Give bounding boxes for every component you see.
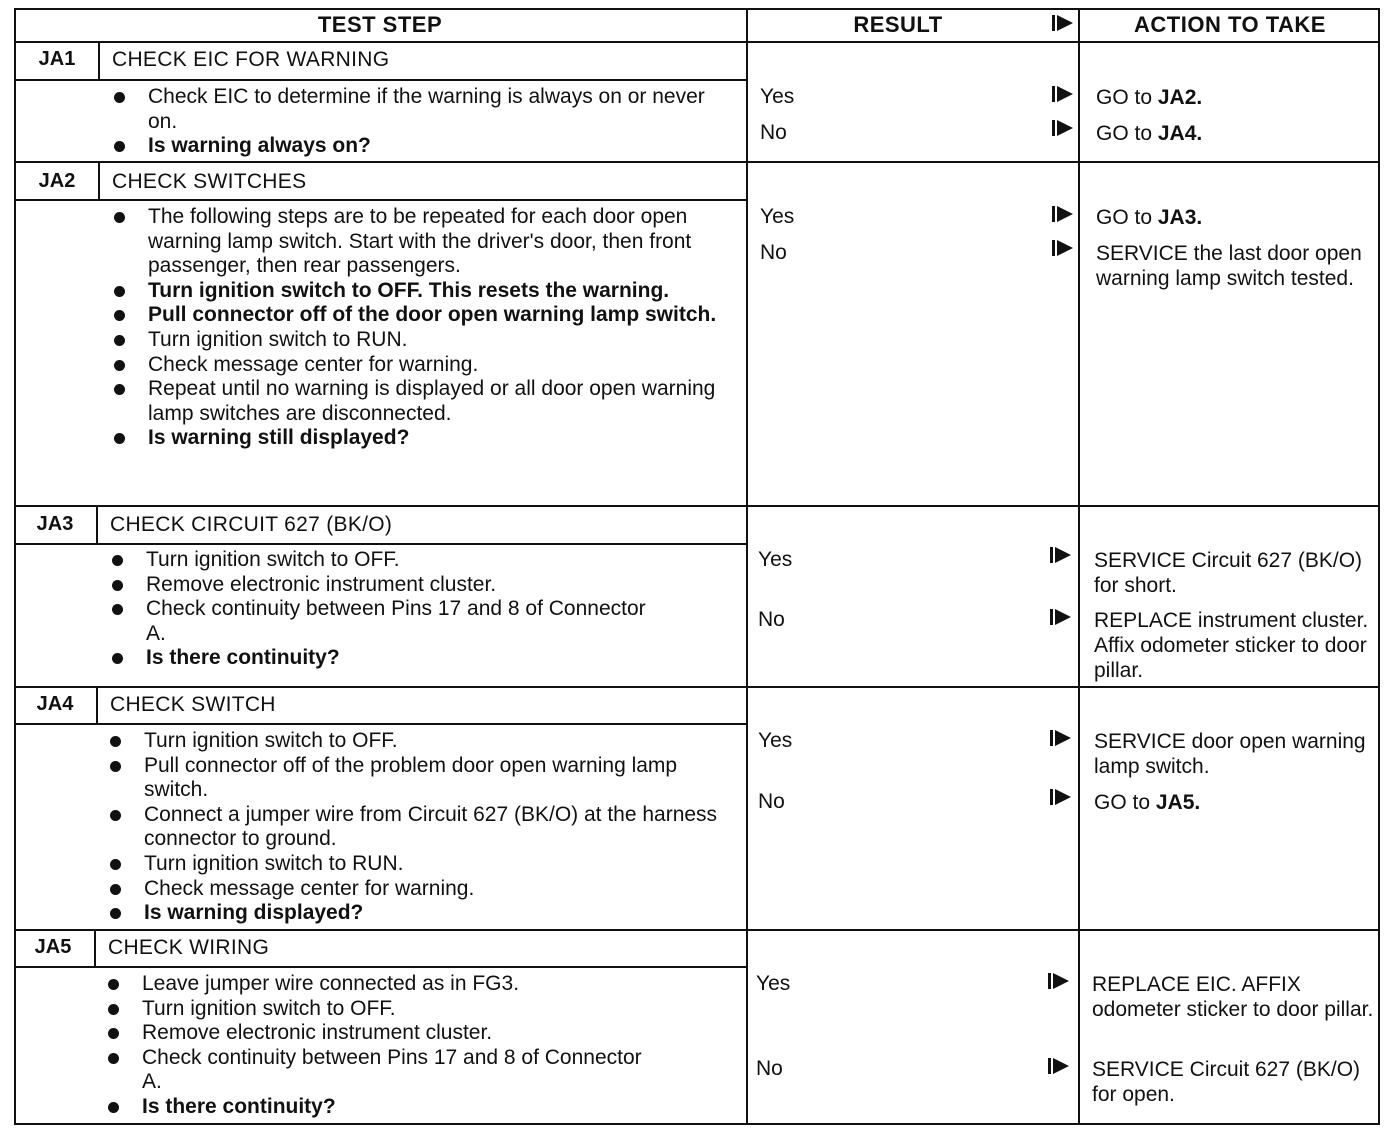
instruction-question: Is warning displayed? — [106, 901, 726, 926]
result-yes: Yes — [758, 548, 793, 571]
action-step-link: JA4. — [1157, 122, 1203, 145]
step-title: CHECK SWITCH — [110, 693, 276, 716]
instruction-question: Is warning always on? — [110, 134, 710, 159]
action-prefix: SERVICE door open warning lamp switch. — [1094, 730, 1366, 778]
instruction-item: Pull connector off of the door open warning lamp switch. — [110, 303, 720, 328]
instruction-item: Turn ignition switch to RUN. — [106, 852, 726, 877]
step-id: JA3 — [36, 513, 74, 535]
action-step-link: JA3. — [1157, 206, 1203, 229]
arrow-icon — [1050, 546, 1072, 564]
id-divider — [96, 686, 98, 723]
action-text — [1092, 972, 1377, 1022]
action-prefix: GO to — [1096, 86, 1158, 109]
step-title: CHECK WIRING — [108, 936, 270, 959]
action-step-link: JA2. — [1157, 86, 1203, 109]
action-text — [1094, 729, 1379, 779]
result-no: No — [760, 121, 787, 144]
instruction-item: Connect a jumper wire from Circuit 627 (BK/O) at the harness connector to ground. — [106, 803, 726, 852]
instruction-item: Turn ignition switch to OFF. — [108, 548, 668, 573]
result-yes: Yes — [756, 972, 791, 995]
action-text — [1096, 85, 1381, 110]
result-yes: Yes — [760, 205, 795, 228]
action-prefix: GO to — [1096, 122, 1158, 145]
arrow-icon — [1052, 239, 1074, 257]
column-divider-action — [1078, 8, 1080, 1125]
action-prefix: SERVICE Circuit 627 (BK/O) for open. — [1092, 1058, 1361, 1106]
step-instructions — [104, 972, 664, 1120]
instruction-item: The following steps are to be repeated for each door open warning lamp switch. Start with the driver's door, then front passenger, then rear passengers. — [110, 205, 720, 279]
column-divider-result — [746, 8, 748, 1125]
action-prefix: REPLACE EIC. AFFIX odometer sticker to door pillar. — [1092, 973, 1374, 1021]
header-arrow-icon — [1052, 14, 1074, 32]
result-yes: Yes — [760, 85, 795, 108]
step-instructions — [110, 205, 720, 451]
instruction-question: Is there continuity? — [108, 646, 668, 671]
instruction-item: Check continuity between Pins 17 and 8 of Connector A. — [108, 597, 668, 646]
arrow-icon — [1048, 1057, 1070, 1075]
action-text — [1096, 121, 1381, 146]
step-instructions — [108, 548, 668, 671]
step-id: JA5 — [34, 936, 72, 958]
step-separator — [14, 161, 1380, 163]
id-divider — [96, 505, 98, 543]
arrow-icon — [1052, 85, 1074, 103]
header-rule — [14, 41, 1380, 43]
action-text — [1094, 790, 1379, 815]
result-no: No — [760, 241, 787, 264]
instruction-item: Check message center for warning. — [106, 877, 726, 902]
instruction-item: Remove electronic instrument cluster. — [104, 1021, 664, 1046]
id-divider — [98, 41, 100, 79]
instruction-item: Turn ignition switch to OFF. This resets the warning. — [110, 279, 720, 304]
instruction-question: Is there continuity? — [104, 1095, 664, 1120]
instruction-item: Turn ignition switch to OFF. — [104, 997, 664, 1022]
step-instructions — [106, 729, 726, 926]
arrow-icon — [1050, 788, 1072, 806]
instruction-item: Check continuity between Pins 17 and 8 of Connector A. — [104, 1046, 664, 1095]
arrow-icon — [1050, 729, 1072, 747]
result-no: No — [758, 790, 785, 813]
step-title: CHECK SWITCHES — [112, 170, 307, 193]
step-title: CHECK CIRCUIT 627 (BK/O) — [110, 513, 393, 536]
title-rule — [14, 199, 747, 201]
action-text — [1096, 205, 1381, 230]
result-no: No — [758, 608, 785, 631]
action-prefix: GO to — [1094, 791, 1156, 814]
result-no: No — [756, 1057, 783, 1080]
instruction-item: Remove electronic instrument cluster. — [108, 573, 668, 598]
instruction-item: Turn ignition switch to RUN. — [110, 328, 720, 353]
action-prefix: SERVICE Circuit 627 (BK/O) for short. — [1094, 549, 1363, 597]
arrow-icon — [1052, 205, 1074, 223]
step-separator — [14, 686, 1380, 688]
instruction-item: Check message center for warning. — [110, 353, 720, 378]
header-test-step: TEST STEP — [317, 12, 443, 37]
instruction-item: Leave jumper wire connected as in FG3. — [104, 972, 664, 997]
header-result: RESULT — [853, 12, 943, 37]
step-id: JA2 — [38, 170, 76, 192]
instruction-item: Turn ignition switch to OFF. — [106, 729, 726, 754]
action-text — [1092, 1057, 1377, 1107]
title-rule — [14, 723, 747, 725]
arrow-icon — [1052, 119, 1074, 137]
step-separator — [14, 505, 1380, 507]
action-prefix: SERVICE the last door open warning lamp switch tested. — [1096, 242, 1362, 290]
instruction-item: Repeat until no warning is displayed or all door open warning lamp switches are disconnected. — [110, 377, 720, 426]
title-rule — [14, 79, 747, 81]
action-prefix: GO to — [1096, 206, 1158, 229]
step-instructions — [110, 85, 710, 159]
arrow-icon — [1048, 972, 1070, 990]
instruction-item: Check EIC to determine if the warning is always on or never on. — [110, 85, 710, 134]
instruction-question: Is warning still displayed? — [110, 426, 720, 451]
step-id: JA4 — [36, 693, 74, 715]
action-text — [1094, 548, 1379, 598]
title-rule — [14, 543, 747, 545]
id-divider — [98, 161, 100, 199]
action-prefix: REPLACE instrument cluster. Affix odometer sticker to door pillar. — [1094, 609, 1369, 682]
instruction-item: Pull connector off of the problem door open warning lamp switch. — [106, 754, 726, 803]
action-step-link: JA5. — [1155, 791, 1201, 814]
step-id: JA1 — [38, 48, 76, 70]
step-title: CHECK EIC FOR WARNING — [112, 48, 390, 71]
arrow-icon — [1050, 608, 1072, 626]
action-text — [1096, 241, 1381, 291]
step-separator — [14, 929, 1380, 931]
result-yes: Yes — [758, 729, 793, 752]
id-divider — [94, 929, 96, 966]
action-text — [1094, 608, 1379, 683]
title-rule — [14, 966, 747, 968]
header-action: ACTION TO TAKE — [1134, 12, 1326, 37]
